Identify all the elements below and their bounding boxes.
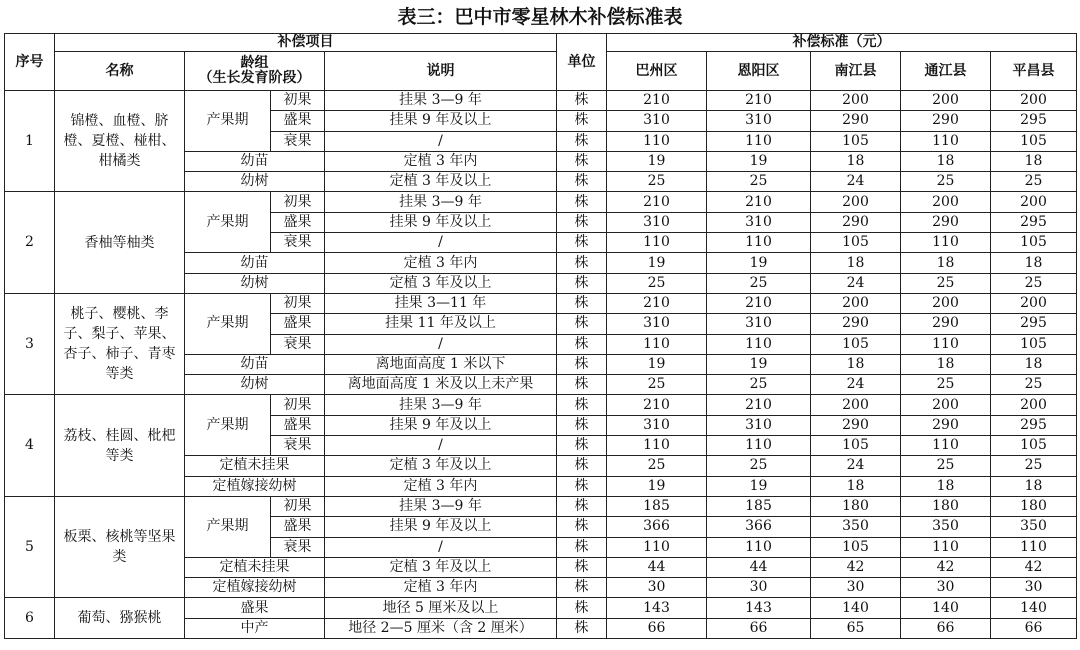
row-value-bazhou: 210 (607, 293, 707, 313)
row-stage: 盛果 (185, 598, 325, 618)
row-value-enyang: 110 (707, 436, 811, 456)
row-unit: 株 (557, 415, 607, 435)
row-value-enyang: 25 (707, 273, 811, 293)
row-value-pingchang: 200 (991, 293, 1077, 313)
row-value-tongjiang: 290 (901, 111, 991, 131)
row-value-pingchang: 105 (991, 334, 1077, 354)
row-value-enyang: 19 (707, 354, 811, 374)
row-value-nanjiang: 105 (811, 436, 901, 456)
row-unit: 株 (557, 273, 607, 293)
row-desc: 定植 3 年内 (325, 476, 557, 496)
row-value-nanjiang: 140 (811, 598, 901, 618)
row-desc: 挂果 9 年及以上 (325, 212, 557, 232)
row-value-tongjiang: 25 (901, 375, 991, 395)
row-value-pingchang: 295 (991, 111, 1077, 131)
row-value-pingchang: 18 (991, 253, 1077, 273)
row-substage: 初果 (271, 496, 325, 516)
row-value-nanjiang: 350 (811, 517, 901, 537)
row-value-nanjiang: 18 (811, 476, 901, 496)
row-value-bazhou: 25 (607, 172, 707, 192)
row-stage: 中产 (185, 618, 325, 638)
row-value-pingchang: 42 (991, 557, 1077, 577)
header-items: 补偿项目 (55, 34, 557, 52)
row-stage: 定植未挂果 (185, 557, 325, 577)
table-row (5, 192, 1077, 212)
table-row (5, 293, 1077, 313)
header-county-nanjiang: 南江县 (811, 52, 901, 91)
row-desc: 挂果 3—9 年 (325, 192, 557, 212)
row-value-tongjiang: 18 (901, 253, 991, 273)
header-county-tongjiang: 通江县 (901, 52, 991, 91)
row-value-enyang: 366 (707, 517, 811, 537)
row-unit: 株 (557, 253, 607, 273)
row-value-nanjiang: 105 (811, 233, 901, 253)
row-value-enyang: 210 (707, 293, 811, 313)
header-age-line1: 龄组 (240, 55, 269, 71)
row-value-nanjiang: 105 (811, 334, 901, 354)
row-value-bazhou: 143 (607, 598, 707, 618)
row-name: 香柚等柚类 (55, 192, 185, 293)
row-unit: 株 (557, 192, 607, 212)
row-desc: 定植 3 年及以上 (325, 456, 557, 476)
row-substage: 初果 (271, 395, 325, 415)
row-desc: 离地面高度 1 米及以上未产果 (325, 375, 557, 395)
row-unit: 株 (557, 334, 607, 354)
header-seq: 序号 (5, 34, 55, 91)
row-value-nanjiang: 105 (811, 537, 901, 557)
row-desc: 地径 2—5 厘米（含 2 厘米） (325, 618, 557, 638)
row-value-enyang: 110 (707, 233, 811, 253)
row-unit: 株 (557, 578, 607, 598)
row-stage: 幼苗 (185, 354, 325, 374)
row-value-nanjiang: 24 (811, 375, 901, 395)
compensation-table (4, 33, 1077, 639)
row-desc: 地径 5 厘米及以上 (325, 598, 557, 618)
row-desc: 定植 3 年内 (325, 151, 557, 171)
row-value-pingchang: 25 (991, 172, 1077, 192)
row-unit: 株 (557, 618, 607, 638)
row-value-tongjiang: 200 (901, 395, 991, 415)
row-value-nanjiang: 290 (811, 111, 901, 131)
row-value-bazhou: 310 (607, 314, 707, 334)
row-value-nanjiang: 200 (811, 91, 901, 111)
table-row (5, 598, 1077, 618)
row-seq: 4 (5, 395, 55, 496)
row-value-nanjiang: 105 (811, 131, 901, 151)
row-substage: 初果 (271, 192, 325, 212)
row-value-nanjiang: 18 (811, 354, 901, 374)
row-value-tongjiang: 18 (901, 354, 991, 374)
row-value-bazhou: 25 (607, 375, 707, 395)
row-value-tongjiang: 290 (901, 212, 991, 232)
row-stage: 定植未挂果 (185, 456, 325, 476)
table-body (5, 91, 1077, 639)
row-seq: 5 (5, 496, 55, 597)
row-substage: 盛果 (271, 415, 325, 435)
row-value-bazhou: 110 (607, 233, 707, 253)
row-value-nanjiang: 18 (811, 253, 901, 273)
row-desc: 定植 3 年及以上 (325, 273, 557, 293)
row-value-enyang: 30 (707, 578, 811, 598)
row-desc: / (325, 436, 557, 456)
row-value-enyang: 25 (707, 172, 811, 192)
row-seq: 1 (5, 91, 55, 192)
row-substage: 衰果 (271, 537, 325, 557)
row-value-bazhou: 110 (607, 436, 707, 456)
row-value-enyang: 185 (707, 496, 811, 516)
row-value-pingchang: 30 (991, 578, 1077, 598)
row-desc: / (325, 131, 557, 151)
row-value-bazhou: 19 (607, 476, 707, 496)
row-desc: 挂果 3—9 年 (325, 395, 557, 415)
row-value-pingchang: 295 (991, 415, 1077, 435)
row-unit: 株 (557, 172, 607, 192)
row-unit: 株 (557, 233, 607, 253)
row-desc: / (325, 233, 557, 253)
row-unit: 株 (557, 314, 607, 334)
row-value-enyang: 25 (707, 375, 811, 395)
row-value-pingchang: 200 (991, 192, 1077, 212)
row-stage: 产果期 (185, 91, 271, 152)
row-substage: 盛果 (271, 212, 325, 232)
row-value-nanjiang: 24 (811, 172, 901, 192)
row-unit: 株 (557, 293, 607, 313)
row-unit: 株 (557, 496, 607, 516)
header-standard: 补偿标准（元） (607, 34, 1077, 52)
row-value-enyang: 19 (707, 476, 811, 496)
row-value-bazhou: 30 (607, 578, 707, 598)
row-value-pingchang: 200 (991, 91, 1077, 111)
row-unit: 株 (557, 395, 607, 415)
row-desc: 定植 3 年内 (325, 253, 557, 273)
row-value-tongjiang: 110 (901, 537, 991, 557)
row-value-tongjiang: 350 (901, 517, 991, 537)
row-unit: 株 (557, 354, 607, 374)
row-name: 荔枝、桂圆、枇杷等类 (55, 395, 185, 496)
row-stage: 幼苗 (185, 253, 325, 273)
row-desc: / (325, 537, 557, 557)
row-unit: 株 (557, 456, 607, 476)
row-value-pingchang: 66 (991, 618, 1077, 638)
row-value-bazhou: 310 (607, 111, 707, 131)
row-unit: 株 (557, 375, 607, 395)
header-age-line2: （生长发育阶段） (198, 70, 311, 86)
row-value-tongjiang: 180 (901, 496, 991, 516)
header-county-enyang: 恩阳区 (707, 52, 811, 91)
row-value-nanjiang: 24 (811, 456, 901, 476)
row-seq: 6 (5, 598, 55, 639)
row-unit: 株 (557, 557, 607, 577)
row-desc: 定植 3 年内 (325, 578, 557, 598)
row-value-pingchang: 25 (991, 375, 1077, 395)
row-value-enyang: 310 (707, 212, 811, 232)
row-value-nanjiang: 42 (811, 557, 901, 577)
row-value-pingchang: 25 (991, 456, 1077, 476)
row-value-bazhou: 19 (607, 354, 707, 374)
row-seq: 3 (5, 293, 55, 394)
row-unit: 株 (557, 91, 607, 111)
row-substage: 初果 (271, 91, 325, 111)
row-value-enyang: 19 (707, 151, 811, 171)
row-value-pingchang: 110 (991, 537, 1077, 557)
row-value-bazhou: 19 (607, 151, 707, 171)
row-value-tongjiang: 290 (901, 415, 991, 435)
row-value-nanjiang: 30 (811, 578, 901, 598)
row-stage: 幼苗 (185, 151, 325, 171)
row-name: 葡萄、猕猴桃 (55, 598, 185, 639)
row-value-tongjiang: 30 (901, 578, 991, 598)
row-stage: 产果期 (185, 192, 271, 253)
row-substage: 衰果 (271, 233, 325, 253)
row-desc: / (325, 334, 557, 354)
row-stage: 产果期 (185, 395, 271, 456)
row-unit: 株 (557, 537, 607, 557)
table-row (5, 91, 1077, 111)
row-value-bazhou: 210 (607, 395, 707, 415)
header-county-pingchang: 平昌县 (991, 52, 1077, 91)
table-row (5, 496, 1077, 516)
row-value-enyang: 110 (707, 334, 811, 354)
row-value-enyang: 310 (707, 314, 811, 334)
row-value-tongjiang: 25 (901, 273, 991, 293)
row-value-tongjiang: 42 (901, 557, 991, 577)
row-value-nanjiang: 290 (811, 212, 901, 232)
row-desc: 挂果 11 年及以上 (325, 314, 557, 334)
row-substage: 盛果 (271, 517, 325, 537)
row-substage: 初果 (271, 293, 325, 313)
row-value-enyang: 110 (707, 131, 811, 151)
row-value-bazhou: 110 (607, 334, 707, 354)
row-value-nanjiang: 200 (811, 395, 901, 415)
row-value-bazhou: 44 (607, 557, 707, 577)
row-value-pingchang: 350 (991, 517, 1077, 537)
row-value-bazhou: 25 (607, 456, 707, 476)
row-value-tongjiang: 200 (901, 91, 991, 111)
row-value-bazhou: 25 (607, 273, 707, 293)
row-unit: 株 (557, 517, 607, 537)
row-value-bazhou: 66 (607, 618, 707, 638)
row-value-bazhou: 210 (607, 192, 707, 212)
page-title: 表三：巴中市零星林木补偿标准表 (397, 6, 683, 28)
row-stage: 幼树 (185, 172, 325, 192)
row-value-enyang: 210 (707, 192, 811, 212)
row-value-pingchang: 18 (991, 476, 1077, 496)
row-value-pingchang: 105 (991, 436, 1077, 456)
row-desc: 定植 3 年及以上 (325, 172, 557, 192)
row-substage: 衰果 (271, 131, 325, 151)
row-stage: 幼树 (185, 375, 325, 395)
header-unit: 单位 (557, 34, 607, 91)
row-value-enyang: 25 (707, 456, 811, 476)
row-desc: 挂果 9 年及以上 (325, 111, 557, 131)
row-value-enyang: 110 (707, 537, 811, 557)
row-unit: 株 (557, 111, 607, 131)
row-value-pingchang: 180 (991, 496, 1077, 516)
row-value-enyang: 44 (707, 557, 811, 577)
row-value-enyang: 66 (707, 618, 811, 638)
row-value-enyang: 210 (707, 395, 811, 415)
row-value-tongjiang: 140 (901, 598, 991, 618)
row-unit: 株 (557, 151, 607, 171)
row-value-enyang: 19 (707, 253, 811, 273)
row-value-tongjiang: 110 (901, 233, 991, 253)
row-value-enyang: 310 (707, 111, 811, 131)
row-value-bazhou: 310 (607, 415, 707, 435)
row-value-nanjiang: 24 (811, 273, 901, 293)
row-value-tongjiang: 18 (901, 151, 991, 171)
row-value-nanjiang: 290 (811, 314, 901, 334)
row-desc: 定植 3 年及以上 (325, 557, 557, 577)
row-unit: 株 (557, 598, 607, 618)
row-value-bazhou: 185 (607, 496, 707, 516)
row-value-tongjiang: 200 (901, 293, 991, 313)
row-value-enyang: 210 (707, 91, 811, 111)
row-desc: 挂果 9 年及以上 (325, 415, 557, 435)
row-desc: 挂果 3—9 年 (325, 496, 557, 516)
header-county-bazhou: 巴州区 (607, 52, 707, 91)
row-substage: 衰果 (271, 334, 325, 354)
row-value-nanjiang: 180 (811, 496, 901, 516)
row-value-pingchang: 18 (991, 354, 1077, 374)
row-value-nanjiang: 290 (811, 415, 901, 435)
row-value-enyang: 143 (707, 598, 811, 618)
row-value-pingchang: 295 (991, 212, 1077, 232)
row-value-bazhou: 310 (607, 212, 707, 232)
row-value-tongjiang: 110 (901, 436, 991, 456)
header-age-group (185, 52, 325, 91)
row-value-tongjiang: 200 (901, 192, 991, 212)
row-value-pingchang: 200 (991, 395, 1077, 415)
row-value-pingchang: 18 (991, 151, 1077, 171)
row-value-nanjiang: 200 (811, 293, 901, 313)
row-stage: 定植嫁接幼树 (185, 578, 325, 598)
table-row (5, 395, 1077, 415)
row-value-nanjiang: 200 (811, 192, 901, 212)
row-desc: 挂果 9 年及以上 (325, 517, 557, 537)
row-stage: 产果期 (185, 496, 271, 557)
row-value-tongjiang: 25 (901, 172, 991, 192)
row-value-bazhou: 366 (607, 517, 707, 537)
row-desc: 挂果 3—11 年 (325, 293, 557, 313)
row-value-nanjiang: 65 (811, 618, 901, 638)
row-value-tongjiang: 110 (901, 334, 991, 354)
header-desc: 说明 (325, 52, 557, 91)
row-value-tongjiang: 66 (901, 618, 991, 638)
row-unit: 株 (557, 212, 607, 232)
row-value-bazhou: 110 (607, 537, 707, 557)
row-value-bazhou: 210 (607, 91, 707, 111)
row-name: 板栗、核桃等坚果类 (55, 496, 185, 597)
row-value-nanjiang: 18 (811, 151, 901, 171)
row-value-bazhou: 110 (607, 131, 707, 151)
row-unit: 株 (557, 436, 607, 456)
row-value-enyang: 310 (707, 415, 811, 435)
row-stage: 幼树 (185, 273, 325, 293)
row-name: 桃子、樱桃、李子、梨子、苹果、杏子、柿子、青枣等类 (55, 293, 185, 394)
row-desc: 离地面高度 1 米以下 (325, 354, 557, 374)
row-value-pingchang: 295 (991, 314, 1077, 334)
row-unit: 株 (557, 131, 607, 151)
row-stage: 定植嫁接幼树 (185, 476, 325, 496)
row-unit: 株 (557, 476, 607, 496)
row-substage: 盛果 (271, 314, 325, 334)
row-substage: 盛果 (271, 111, 325, 131)
row-value-tongjiang: 25 (901, 456, 991, 476)
row-stage: 产果期 (185, 293, 271, 354)
row-value-pingchang: 25 (991, 273, 1077, 293)
row-value-tongjiang: 290 (901, 314, 991, 334)
row-value-bazhou: 19 (607, 253, 707, 273)
row-seq: 2 (5, 192, 55, 293)
row-value-tongjiang: 18 (901, 476, 991, 496)
row-substage: 衰果 (271, 436, 325, 456)
row-name: 锦橙、血橙、脐橙、夏橙、椪柑、柑橘类 (55, 91, 185, 192)
row-value-pingchang: 105 (991, 131, 1077, 151)
row-value-pingchang: 105 (991, 233, 1077, 253)
row-desc: 挂果 3—9 年 (325, 91, 557, 111)
row-value-pingchang: 140 (991, 598, 1077, 618)
row-value-tongjiang: 110 (901, 131, 991, 151)
header-name: 名称 (55, 52, 185, 91)
